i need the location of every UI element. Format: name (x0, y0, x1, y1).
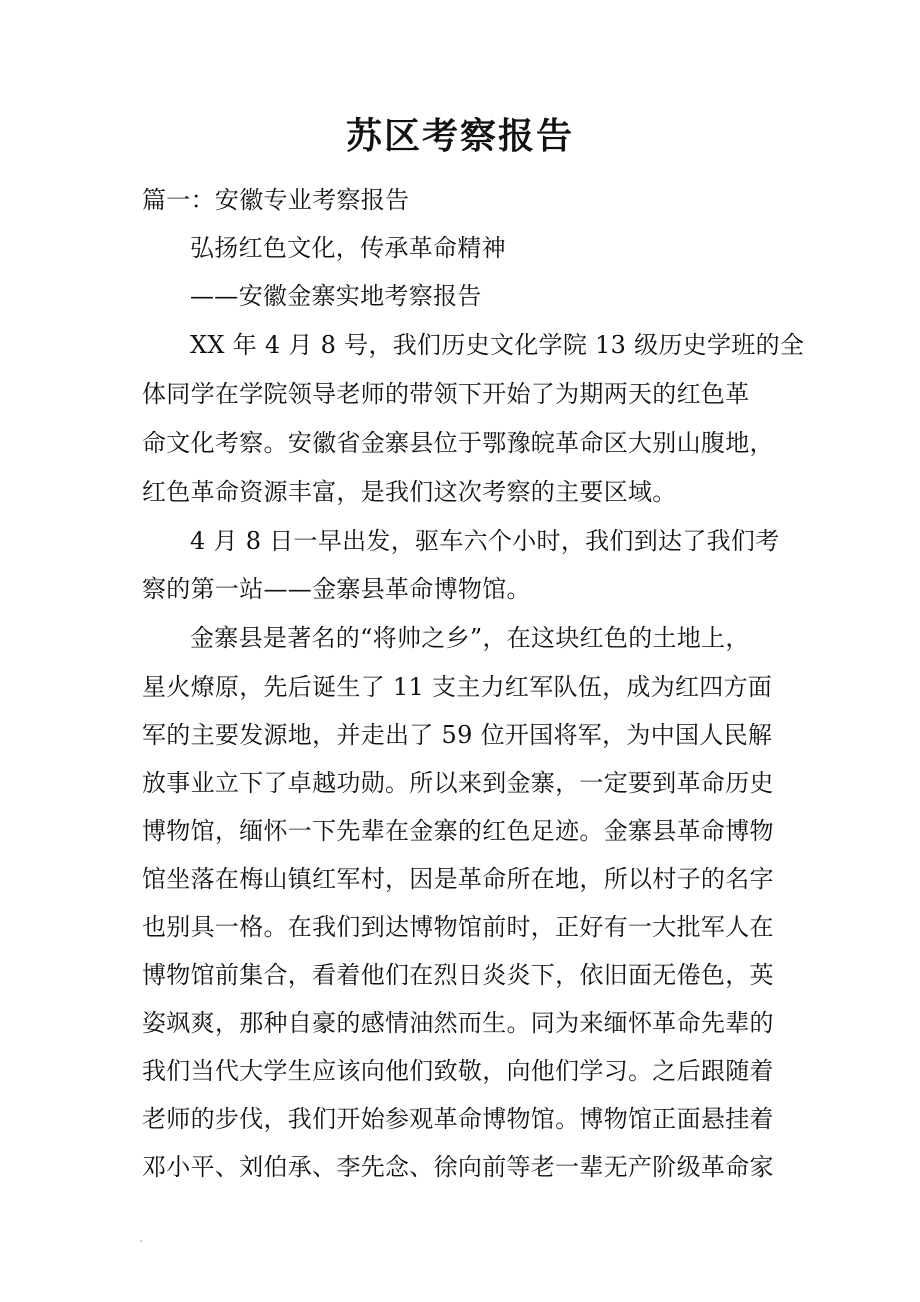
paragraph-line: 军的主要发源地，并走出了 59 位开国将军，为中国人民解 (142, 721, 773, 749)
paragraph-line: 命文化考察。安徽省金寨县位于鄂豫皖革命区大别山腹地， (142, 429, 774, 457)
paragraph-line: 姿飒爽，那种自豪的感情油然而生。同为来缅怀革命先辈的 (142, 1009, 774, 1037)
paragraph-line: XX 年 4 月 8 号，我们历史文化学院 13 级历史学班的全 (190, 331, 805, 359)
paragraph-line: 馆坐落在梅山镇红军村，因是革命所在地，所以村子的名字 (142, 865, 774, 893)
paragraph-line: 博物馆，缅怀一下先辈在金寨的红色足迹。金寨县革命博物 (142, 817, 774, 845)
paragraph-line: 老师的步伐，我们开始参观革命博物馆。博物馆正面悬挂着 (142, 1105, 774, 1133)
paragraph-line: 博物馆前集合，看着他们在烈日炎炎下，依旧面无倦色，英 (142, 961, 774, 989)
paragraph-line: 察的第一站——金寨县革命博物馆。 (142, 575, 531, 603)
paragraph-line: 星火燎原，先后诞生了 11 支主力红军队伍，成为红四方面 (142, 673, 773, 701)
paragraph-line: 4 月 8 日一早出发，驱车六个小时，我们到达了我们考 (190, 527, 780, 555)
page-mark (140, 1240, 142, 1242)
paragraph-line: 我们当代大学生应该向他们致敬，向他们学习。之后跟随着 (142, 1057, 774, 1085)
paragraph-line: 体同学在学院领导老师的带领下开始了为期两天的红色革 (142, 380, 750, 408)
subtitle: 弘扬红色文化，传承革命精神 (190, 234, 506, 262)
paragraph-line: 邓小平、刘伯承、李先念、徐向前等老一辈无产阶级革命家 (142, 1153, 774, 1181)
document-title: 苏区考察报告 (345, 115, 574, 157)
subtitle-2: ——安徽金寨实地考察报告 (190, 282, 482, 310)
paragraph-line: 也别具一格。在我们到达博物馆前时，正好有一大批军人在 (142, 913, 774, 941)
paragraph-line: 放事业立下了卓越功勋。所以来到金寨，一定要到革命历史 (142, 769, 774, 797)
paragraph-line: 红色革命资源丰富，是我们这次考察的主要区域。 (142, 478, 677, 506)
section-heading: 篇一：安徽专业考察报告 (142, 186, 410, 214)
paragraph-line: 金寨县是著名的“将帅之乡”，在这块红色的土地上， (190, 624, 750, 652)
